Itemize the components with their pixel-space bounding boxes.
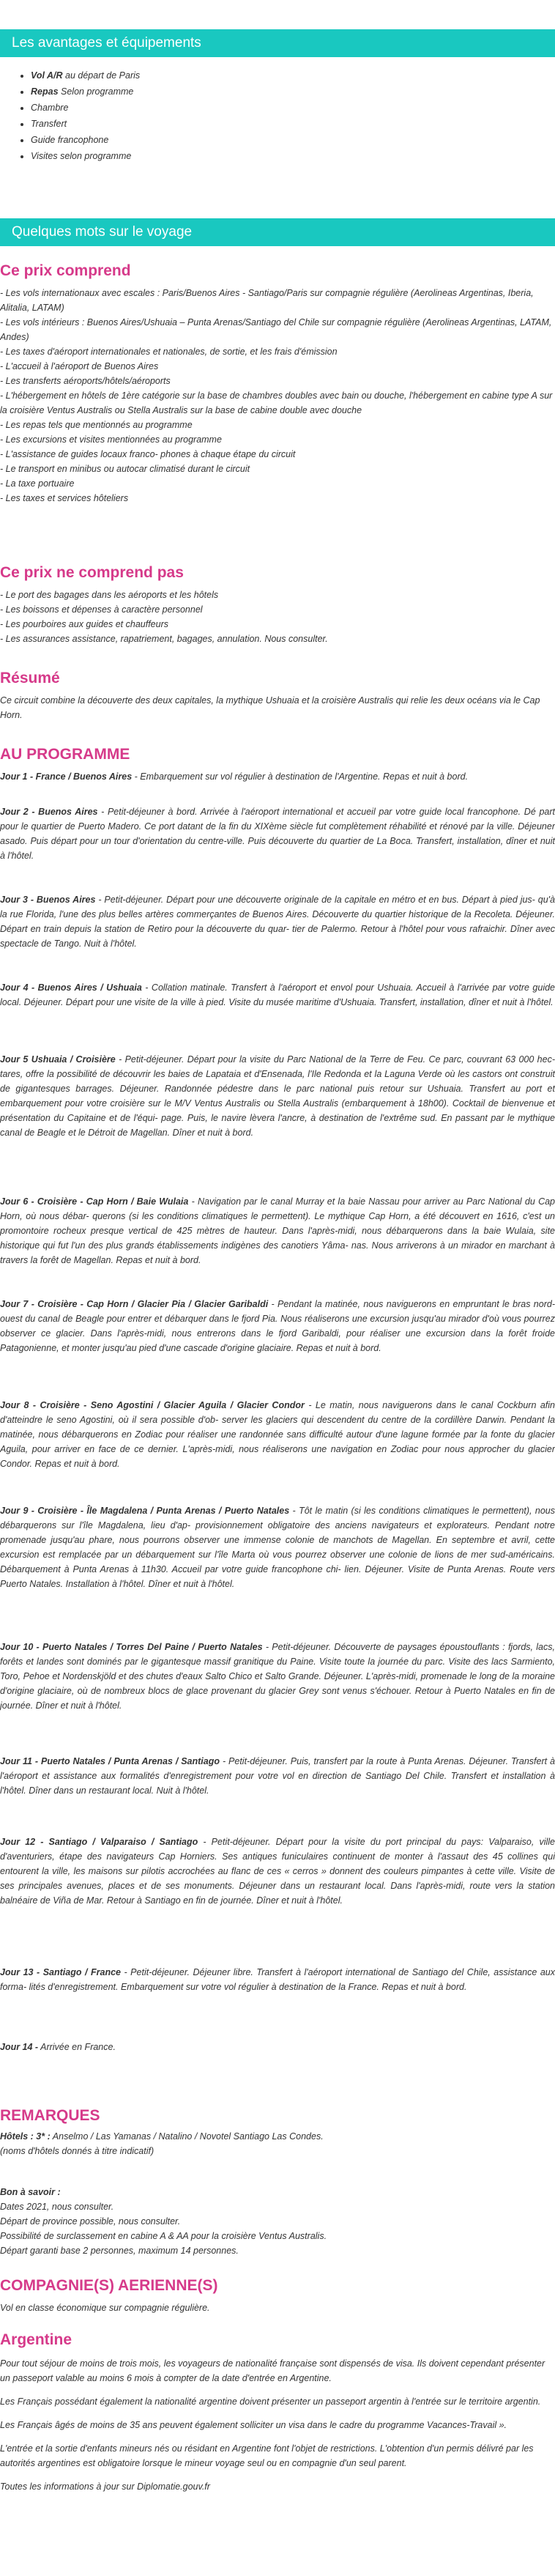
day-9: Jour 9 - Croisière - Île Magdalena / Punta Arenas / Puerto Natales - Tôt le matin (si les conditions climatiques le permettent), nous débarquerons sur l'île Magdalena, lieu d'ap- provisionnement obligatoire des anciens navigateurs et explorateurs. Pendant notre promenade jusqu'au phare, nous pourrons observer une immense colonie de manchots de Magellan. En septembre et avril, cette excursion est remplacée par un débarquement sur l'île Marta où vous pourrez observer une colonie de lions de mer sud-américains. Débarquement à Punta Arenas à 11h30. Accueil par votre guide francophone chi- lien. Déjeuner. Visite de Punta Arenas. Route vers Puerto Natales. Installation à l'hôtel. Dîner et nuit à l'hôtel. bbox=[0, 1506, 555, 1589]
day-14: Jour 14 - Arrivée en France. bbox=[0, 2042, 116, 2052]
resume-text: Ce circuit combine la découverte des deux capitales, la mythique Ushuaia et la croisière Australis qui relie les deux océans via le Cap Horn. bbox=[0, 695, 540, 720]
argentine-text: Pour tout séjour de moins de trois mois, les voyageurs de nationalité française sont dispensés de visa. Ils doivent cependant présenter un passeport valable au moins 6 mois à compter de la date d'entrée en Argentine. Les Français possédant également la nationalité argentine doivent présenter un passeport argentin à l'entrée sur le territoire argentin. Les Français âgés de moins de 35 ans peuvent également solliciter un visa dans le cadre du programme Vacances-Travail ». L'entrée et la sortie d'enfants mineurs nés ou résidant en Argentine font l'objet de restrictions. L'obtention d'un permis délivré par les autorités argentines est obligatoire lorsque le mineur voyage seul ou en compagnie d'un seul parent. Toutes les informations à jour sur Diplomatie.gouv.fr bbox=[0, 2356, 555, 2494]
day-12: Jour 12 - Santiago / Valparaiso / Santiago - Petit-déjeuner. Départ pour la visite du port principal du pays: Valparaiso, ville d'aventuriers, étape des navigateurs Cap Horniers. Ses antiques funiculaires continuent de monter à l'assaut des 45 collines qui entourent la ville, les maisons sur pilotis accrochées au flanc de ces « cerros » donnent des couleurs pimpantes à cette ville. Visite de ses principales avenues, places et de ses monuments. Déjeuner dans un restaurant local. Dans l'après-midi, route vers la station balnéaire de Viña de Mar. Retour à Santiago en fin de journée. Dîner et nuit à l'hôtel. bbox=[0, 1837, 555, 1906]
day-11: Jour 11 - Puerto Natales / Punta Arenas / Santiago - Petit-déjeuner. Puis, transfert par la route à Punta Arenas. Déjeuner. Transfert à l'aéroport et assistance aux formalités d'enregistrement pour votre vol en direction de Santiago Del Chile. Transfert et installation à l'hôtel. Dîner dans un restaurant local. Nuit à l'hôtel. bbox=[0, 1756, 555, 1796]
remarques-bon-a-savoir: Bon à savoir : Dates 2021, nous consulter. Départ de province possible, nous consulter. Possibilité de surclassement en cabine A & AA pour la croisière Ventus Australis. Départ garanti base 2 personnes, maximum 14 personnes. bbox=[0, 2187, 327, 2256]
comprend-item: - L'hébergement en hôtels de 1ère catégorie sur la base de chambres doubles avec bain ou douche, l'hébergement en cabine type A sur la croisière Ventus Australis ou Stella Australis sur la base de cabine double avec douche bbox=[0, 391, 553, 415]
compagnies-text: Vol en classe économique sur compagnie régulière. bbox=[0, 2303, 210, 2313]
remarques-title: REMARQUES bbox=[0, 2107, 100, 2124]
resume-title: Résumé bbox=[0, 670, 60, 686]
comprend-item: - Les vols internationaux avec escales : Paris/Buenos Aires - Santiago/Paris sur compagnie régulière (Aerolineas Argentinas, Iberia, Alitalia, LATAM) bbox=[0, 288, 534, 313]
ne-comprend-item: - Les pourboires aux guides et chauffeurs bbox=[0, 619, 168, 629]
ne-comprend-list bbox=[0, 588, 555, 646]
ne-comprend-item: - Le port des bagages dans les aéroports et les hôtels bbox=[0, 590, 219, 600]
comprend-list bbox=[0, 286, 555, 506]
day-6: Jour 6 - Croisière - Cap Horn / Baie Wulaia - Navigation par le canal Murray et la baie Nassau pour arriver au Parc National du Cap Horn, où nous débar- querons (si les conditions climatiques le permettent). Le mythique Cap Horn, a été découvert en 1616, c'est un promontoire rocheux presque vertical de 425 mètres de hauteur. Dans l'après-midi, nous débarquerons dans la baie Wulaia, site historique qui fut l'un des plus grands établissements indigènes des canotiers Yâma- nas. Nous arriverons à un mirador en marchant à travers la forêt de Magellan. Repas et nuit à bord. bbox=[0, 1196, 555, 1265]
day-7: Jour 7 - Croisière - Cap Horn / Glacier Pia / Glacier Garibaldi - Pendant la matinée, nous naviguerons en empruntant le bras nord-ouest du canal de Beagle pour entrer et débarquer dans le fjord Pia. Nous réaliserons une excursion jusqu'au mirador d'où vous pourrez observer ce glacier. Dans l'après-midi, nous entrerons dans le fjord Garibaldi, pour réaliser une excursion dans la forêt froide Patagonienne, et monter jusqu'au pied d'une cascade d'origine glaciaire. Repas et nuit à bord. bbox=[0, 1299, 555, 1353]
compagnies-title: COMPAGNIE(S) AERIENNE(S) bbox=[0, 2277, 218, 2294]
comprend-item: - Les excursions et visites mentionnées au programme bbox=[0, 434, 222, 445]
comprend-item: - Les taxes et services hôteliers bbox=[0, 493, 129, 503]
comprend-item: - L'accueil à l'aéroport de Buenos Aires bbox=[0, 361, 159, 371]
comprend-item: - Les taxes d'aéroport internationales et nationales, de sortie, et les frais d'émission bbox=[0, 347, 338, 357]
day-13: Jour 13 - Santiago / France - Petit-déjeuner. Déjeuner libre. Transfert à l'aéroport international de Santiago del Chile, assistance aux forma- lités d'enregistrement. Embarquement sur votre vol régulier à destination de la France. Repas et nuit à bord. bbox=[0, 1967, 555, 1992]
comprend-item: - Les vols intérieurs : Buenos Aires/Ushuaia – Punta Arenas/Santiago del Chile sur compagnie régulière (Aerolineas Argentinas, LATAM, Andes) bbox=[0, 317, 552, 342]
day-1: Jour 1 - France / Buenos Aires - Embarquement sur vol régulier à destination de l'Argentine. Repas et nuit à bord. bbox=[0, 771, 469, 782]
comprend-item: - Les transferts aéroports/hôtels/aéroports bbox=[0, 376, 171, 386]
equipement-item: • Repas Selon programme bbox=[31, 84, 140, 100]
comprend-item: - Le transport en minibus ou autocar climatisé durant le circuit bbox=[0, 464, 250, 474]
comprend-item: - L'assistance de guides locaux franco- phones à chaque étape du circuit bbox=[0, 449, 296, 459]
argentine-title: Argentine bbox=[0, 2331, 72, 2348]
day-3: Jour 3 - Buenos Aires - Petit-déjeuner. Départ pour une découverte originale de la capitale en métro et en bus. Départ à pied jus- qu'à la rue Florida, l'une des plus belles artères commerçantes de Buenos Aires. Découverte du quartier historique de la Recoleta. Déjeuner. Départ en train depuis la station de Retiro pour la découverte du quar- tier de Palermo. Retour à l'hôtel pour vous rafraichir. Dîner avec spectacle de Tango. Nuit à l'hôtel. bbox=[0, 895, 555, 949]
programme-title: AU PROGRAMME bbox=[0, 746, 130, 763]
equipement-item: • Vol A/R au départ de Paris bbox=[31, 67, 140, 84]
ne-comprend-item: - Les boissons et dépenses à caractère personnel bbox=[0, 604, 203, 615]
ne-comprend-title: Ce prix ne comprend pas bbox=[0, 564, 184, 581]
day-4: Jour 4 - Buenos Aires / Ushuaia - Collation matinale. Transfert à l'aéroport et envol pour Ushuaia. Accueil à l'arrivée par votre guide local. Déjeuner. Départ pour une visite de la ville à pied. Visite du musée maritime d'Ushuaia. Transfert, installation, dîner et nuit à l'hôtel. bbox=[0, 982, 555, 1007]
equipements-banner: Les avantages et équipements bbox=[0, 29, 555, 57]
day-2: Jour 2 - Buenos Aires - Petit-déjeuner à bord. Arrivée à l'aéroport international et accueil par votre guide local francophone. Dé part pour le quartier de Puerto Madero. Ce port datant de la fin du XIXème siècle fut complètement réhabilité et rénové par la ville. Déjeuner asado. Puis départ pour un tour d'orientation du centre-ville. Puis découverte du quartier de La Boca. Transfert, installation, dîner et nuit à l'hôtel. bbox=[0, 807, 555, 861]
equipement-item: • Transfert bbox=[31, 116, 140, 132]
diplomatie-link[interactable]: Toutes les informations à jour sur Diplomatie.gouv.fr bbox=[0, 2481, 210, 2492]
day-5: Jour 5 Ushuaia / Croisière - Petit-déjeuner. Départ pour la visite du Parc National de la Terre de Feu. Ce parc, couvrant 63 000 hec- tares, offre la possibilité de découvrir les baies de Lapataia et d'Ensenada, l'Ile Redonda et la Laguna Verde où les castors ont construit de gigantesques barrages. Déjeuner. Randonnée pédestre dans le parc national puis retour sur Ushuaia. Transfert au port et embarquement pour votre croisière sur le M/V Ventus Australis ou Stella Australis (embarquement à 18h00). Cocktail de bienvenue et présentation du Capitaine et de l'équi- page. Puis, le navire lèvera l'ancre, à destination de l'extrême sud. En passant par le mythique canal de Beagle et le Détroit de Magellan. Dîner et nuit à bord. bbox=[0, 1054, 555, 1138]
voyage-banner: Quelques mots sur le voyage bbox=[0, 218, 555, 246]
comprend-title: Ce prix comprend bbox=[0, 262, 131, 279]
equipement-item: • Visites selon programme bbox=[31, 148, 140, 164]
comprend-item: - Les repas tels que mentionnés au programme bbox=[0, 420, 193, 430]
day-10: Jour 10 - Puerto Natales / Torres Del Paine / Puerto Natales - Petit-déjeuner. Découverte de paysages époustouflants : fjords, lacs, forêts et landes sont dominés par le gigantesque massif granitique du Paine. Visite toute la journée du parc. Visite des lacs Sarmiento, Toro, Pehoe et Nordenskjöld et des chutes d'eaux Salto Chico et Salto Grande. Déjeuner. L'après-midi, promenade le long de la moraine d'origine glaciaire, où de nombreux blocs de glace provenant du glacier Grey sont venus s'échouer. Retour à Puerto Natales en fin de journée. Dîner et nuit à l'hôtel. bbox=[0, 1642, 555, 1711]
remarques-hotels: Hôtels : 3* : Anselmo / Las Yamanas / Natalino / Novotel Santiago Las Condes. (noms d'hôtels donnés à titre indicatif) bbox=[0, 2131, 324, 2156]
ne-comprend-item: - Les assurances assistance, rapatriement, bagages, annulation. Nous consulter. bbox=[0, 634, 328, 644]
equipements-list bbox=[18, 67, 140, 164]
day-8: Jour 8 - Croisière - Seno Agostini / Glacier Aguila / Glacier Condor - Le matin, nous naviguerons dans le canal Cockburn afin d'atteindre le seno Agostini, où il sera possible d'ob- server les glaciers qui descendent du centre de la cordillère Darwin. Pendant la matinée, nous débarquerons en Zodiac pour réaliser une randonnée sans difficulté autour d'une lagune formée par la fonte du glacier Aguila, pour arriver en face de ce dernier. L'après-midi, nous réaliserons une navigation en Zodiac pour nous approcher du glacier Condor. Repas et nuit à bord. bbox=[0, 1400, 555, 1469]
comprend-item: - La taxe portuaire bbox=[0, 478, 75, 489]
equipement-item: • Guide francophone bbox=[31, 132, 140, 148]
equipement-item: • Chambre bbox=[31, 100, 140, 116]
